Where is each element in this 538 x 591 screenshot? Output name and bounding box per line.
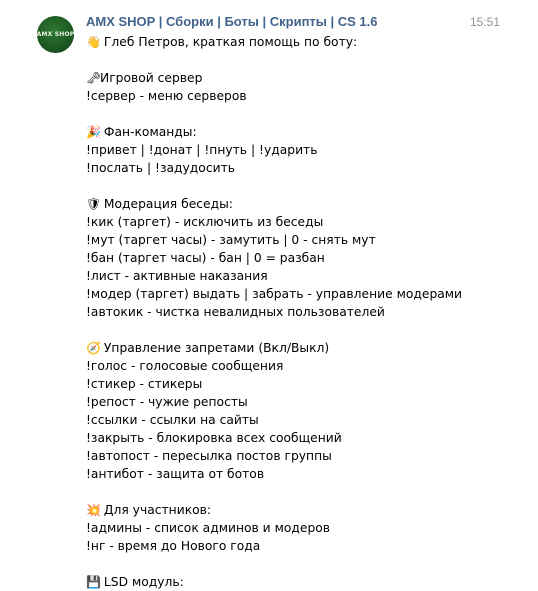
message-blank-line [86,555,526,573]
message-line [86,519,526,537]
message-line-text: !стикер - стикеры [86,377,203,391]
message-line-text: !антибот - защита от ботов [86,467,265,481]
message-line-text: !админы - список админов и модеров [86,521,331,535]
message-line [86,573,526,591]
compass-icon: 🧭 [86,341,101,355]
message-blank-line [86,177,526,195]
message-line-text: !лист - активные наказания [86,269,268,283]
message-line-text: !модер (таргет) выдать | забрать - управление модерами [86,287,463,301]
collision-icon: 💥 [86,503,101,517]
message-line-text: !бан (таргет часы) - бан | 0 = разбан [86,251,325,265]
floppy-disk-icon: 💾 [86,575,101,589]
message-line [86,159,526,177]
message-timestamp[interactable]: 15:51 [470,15,501,29]
message-line-text: !закрыть - блокировка всех сообщений [86,431,342,445]
message-line [86,213,526,231]
message-line-text: !репост - чужие репосты [86,395,248,409]
message-line-text: Для участников: [100,503,212,517]
message-blank-line [86,105,526,123]
message-line [86,447,526,465]
message-blank-line [86,321,526,339]
message-line [86,69,526,87]
message-text [86,33,526,591]
message-line-text: !голос - голосовые сообщения [86,359,284,373]
message-line-text: Модерация беседы: [100,197,233,211]
message-line-text: LSD модуль: [100,575,184,589]
message-line-text: Игровой сервер [100,71,203,85]
message-line-text: !нг - время до Нового года [86,539,261,553]
message-line [86,375,526,393]
message-line [86,249,526,267]
message-line [86,87,526,105]
message-line [86,285,526,303]
message-line-text: !привет | !донат | !пнуть | !ударить [86,143,318,157]
waving-hand-icon: 👋 [86,35,101,49]
message-line [86,411,526,429]
message-line [86,339,526,357]
message-line [86,33,526,51]
message-line [86,429,526,447]
message-line [86,267,526,285]
message-line [86,465,526,483]
message-line [86,303,526,321]
message-line-text: !ссылки - ссылки на сайты [86,413,259,427]
message-line [86,123,526,141]
message-line [86,141,526,159]
message-author-link[interactable]: AMX SHOP | Сборки | Боты | Скрипты | CS 1.6 [86,14,378,29]
avatar-logo-text: AMX SHOP [37,31,74,38]
avatar[interactable] [37,16,74,53]
message-line-text: !сервер - меню серверов [86,89,247,103]
shield-icon: 🛡 [86,197,102,211]
message-line-text: !послать | !задудосить [86,161,235,175]
message-line [86,357,526,375]
message-line [86,501,526,519]
message-line-text: Фан-команды: [100,125,197,139]
message-line [86,231,526,249]
message-line-text: Глеб Петров, краткая помощь по боту: [100,35,358,49]
message-blank-line [86,51,526,69]
key-icon: 🗝 [86,71,102,85]
message-line-text: !автокик - чистка невалидных пользователей [86,305,385,319]
message-line-text: Управление запретами (Вкл/Выкл) [100,341,330,355]
message-line [86,195,526,213]
message-line-text: !мут (таргет часы) - замутить | 0 - снять мут [86,233,376,247]
message-line [86,393,526,411]
party-popper-icon: 🎉 [86,125,101,139]
message-line-text: !кик (таргет) - исключить из беседы [86,215,324,229]
message-blank-line [86,483,526,501]
message-line-text: !автопост - пересылка постов группы [86,449,332,463]
message-line [86,537,526,555]
